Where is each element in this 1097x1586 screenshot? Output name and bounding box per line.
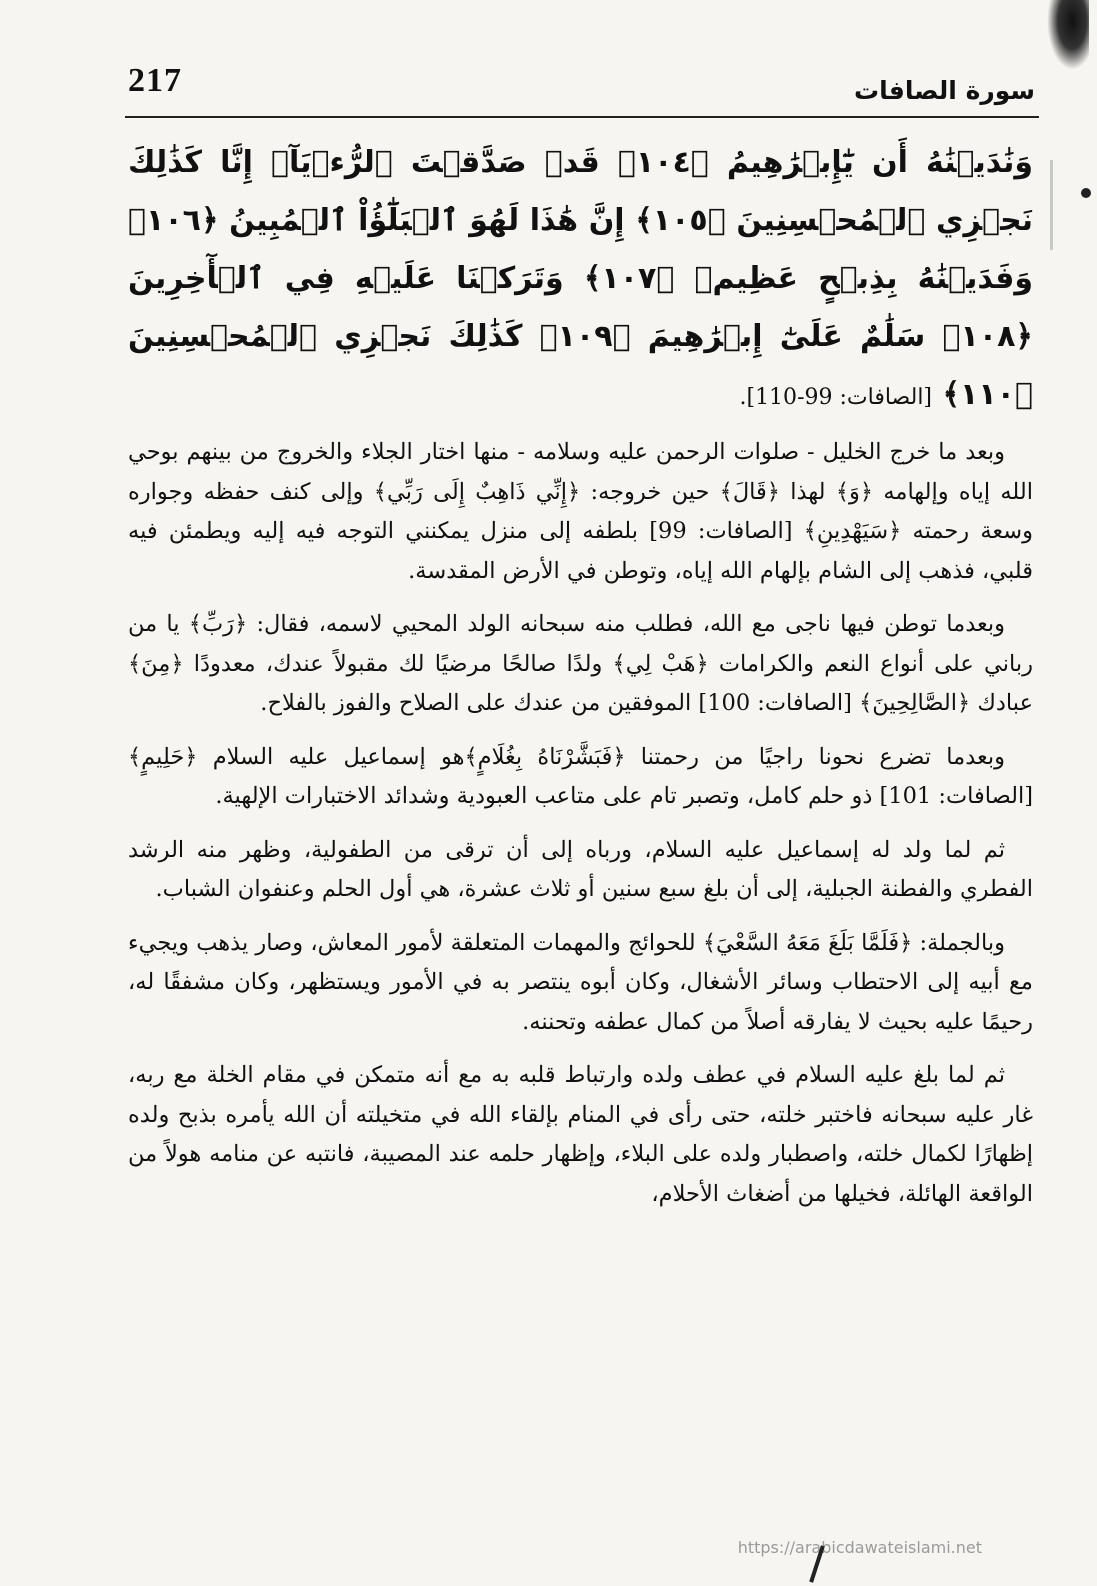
- surah-title: سورة الصافات: [854, 76, 1035, 105]
- header-rule: [125, 116, 1039, 118]
- paragraph-1: وبعد ما خرج الخليل - صلوات الرحمن عليه وسلامه - منها اختار الجلاء والخروج من بينهم بوحي الله إياه وإلهامه ﴿وَ﴾ لهذا ﴿قَالَ﴾ حين خروجه: ﴿إِنِّي ذَاهِبٌ إِلَى رَبِّي﴾ وإلى كنف حفظه وجواره وسعة رحمته ﴿سَيَهْدِينِ﴾ [الصافات: 99] بلطفه إلى منزل يمكنني التوجه فيه إليه ويطمئن فيه قلبي، فذهب إلى الشام بإلهام الله إياه، وتوطن في الأرض المقدسة.: [128, 439, 1033, 584]
- paragraph-4: ثم لما ولد له إسماعيل عليه السلام، ورباه إلى أن ترقى من الطفولية، وظهر منه الرشد الفطري والفطنة الجبلية، إلى أن بلغ سبع سنين أو ثلاث عشرة، هي أول الحلم وعنفوان الشباب.: [128, 836, 1033, 902]
- verse-reference: [الصافات: 99-110].: [739, 385, 933, 410]
- page-number: 217: [128, 62, 182, 99]
- paragraph-2: وبعدما توطن فيها ناجى مع الله، فطلب منه سبحانه الولد المحيي لاسمه، فقال: ﴿رَبِّ﴾ يا من رباني على أنواع النعم والكرامات ﴿هَبْ لِي﴾ ولدًا صالحًا مرضيًا لك مقبولاً عندك، معدودًا ﴿مِنَ﴾ عبادك ﴿الصَّالِحِينَ﴾ [الصافات: 100] الموفقين من عندك على الصلاح والفوز بالفلاح.: [128, 611, 1033, 716]
- watermark-url: https://arabicdawateislami.net: [737, 1538, 982, 1557]
- scan-corner-mark: [1047, 0, 1089, 70]
- quran-verses: [128, 134, 1033, 427]
- paragraph-6: ثم لما بلغ عليه السلام في عطف ولده وارتباط قلبه به مع أنه متمكن في مقام الخلة مع ربه، غار عليه سبحانه فاختبر خلته، حتى رأى في المنام بإلقاء الله في متخيلته أن الله يأمره بذبح ولده إظهارًا لكمال خلته، واصطبار ولده على البلاء، وإظهار حلمه عند المصيبة، فانتبه عن منامه هولاً من الواقعة الهائلة، فخيلها من أضغاث الأحلام،: [128, 1062, 1033, 1207]
- quran-verses-text: وَنَٰدَيۡنَٰهُ أَن يَٰٓإِبۡرَٰهِيمُ ﴿١٠٤﴾ قَدۡ صَدَّقۡتَ ٱلرُّءۡيَآۚ إِنَّا كَذَٰلِكَ نَجۡزِي ٱلۡمُحۡسِنِينَ ﴿١٠٥﴾ إِنَّ هَٰذَا لَهُوَ ٱلۡبَلَٰٓؤُاْ ٱلۡمُبِينُ ﴿١٠٦﴾ وَفَدَيۡنَٰهُ بِذِبۡحٍ عَظِيمٖ ﴿١٠٧﴾ وَتَرَكۡنَا عَلَيۡهِ فِي ٱلۡأٓخِرِينَ ﴿١٠٨﴾ سَلَٰمٌ عَلَىٰٓ إِبۡرَٰهِيمَ ﴿١٠٩﴾ كَذَٰلِكَ نَجۡزِي ٱلۡمُحۡسِنِينَ ﴿١١٠﴾: [128, 145, 1033, 412]
- page-body: [128, 134, 1033, 1224]
- paragraph-5: وبالجملة: ﴿فَلَمَّا بَلَغَ مَعَهُ السَّعْيَ﴾ للحوائج والمهمات المتعلقة لأمور المعاش، وصار يذهب ويجيء مع أبيه إلى الاحتطاب وسائر الأشغال، وكان أبوه ينتصر به في الأمور ويستظهر، وكان مشفقًا له، رحيمًا عليه بحيث لا يفارقه أصلاً من كمال عطفه وتحننه.: [128, 929, 1033, 1035]
- scan-edge-line: [1050, 160, 1053, 250]
- scan-edge-dot: [1081, 188, 1091, 198]
- paragraph-3: وبعدما تضرع نحونا راجيًا من رحمتنا ﴿فَبَشَّرْنَاهُ بِغُلَامٍ﴾هو إسماعيل عليه السلام ﴿حَلِيمٍ﴾ [الصافات: 101] ذو حلم كامل، وتصبر تام على متاعب العبودية وشدائد الاختبارات الإلهية.: [128, 743, 1033, 809]
